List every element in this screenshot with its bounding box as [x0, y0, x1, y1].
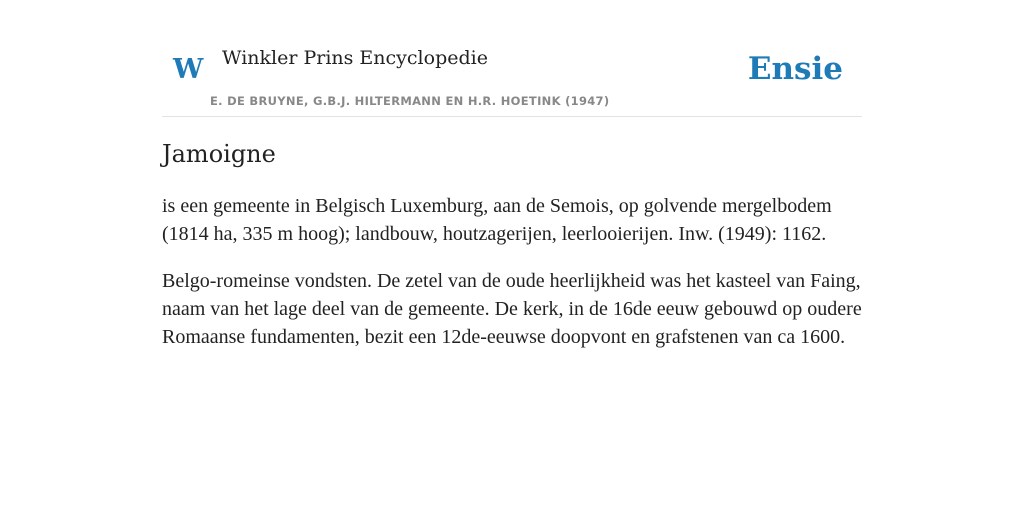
- publication-title[interactable]: Winkler Prins Encyclopedie: [222, 47, 488, 69]
- article-title: Jamoigne: [162, 140, 276, 168]
- article-paragraph: Belgo-romeinse vondsten. De zetel van de oude heerlijkheid was het kasteel van Faing, naam van het lage deel van de gemeente. De kerk, in de 16de eeuw gebouwd op oudere Romaanse fundamenten, bezit een 12de-eeuwse doopvont en grafstenen van ca 1600.: [162, 270, 862, 348]
- article-paragraph: is een gemeente in Belgisch Luxemburg, aan de Semois, op golvende mergelbodem (1814 ha, 335 m hoog); landbouw, houtzagerijen, leerlooierijen. Inw. (1949): 1162.: [162, 195, 832, 245]
- article: [162, 136, 862, 351]
- header: [162, 0, 862, 117]
- brand-logo[interactable]: Ensie: [747, 51, 843, 87]
- publication-authors: E. DE BRUYNE, G.B.J. HILTERMANN EN H.R. HOETINK (1947): [210, 94, 610, 108]
- publication-logo[interactable]: W: [173, 54, 204, 85]
